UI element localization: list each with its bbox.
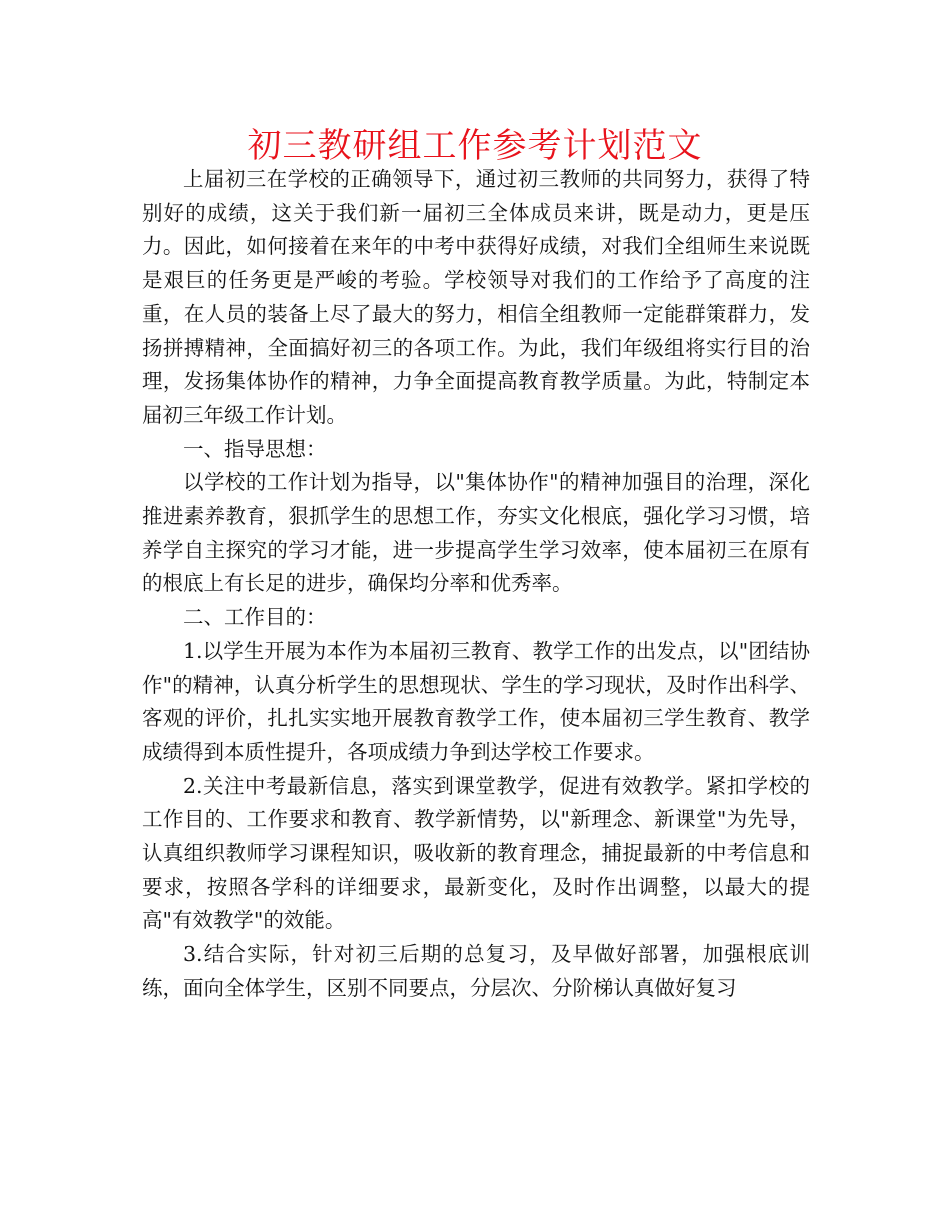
paragraph-goal-1: 1.以学生开展为本作为本届初三教育、教学工作的出发点，以"团结协作"的精神，认真分析学生的思想现状、学生的学习现状，及时作出科学、客观的评价，扎扎实实地开展教育教学工作，使本届初三学生教育、教学成绩得到本质性提升，各项成绩力争到达学校工作要求。 bbox=[142, 638, 810, 764]
heading-guiding-ideology: 一、指导思想： bbox=[183, 436, 327, 461]
paragraph-goal-2: 2.关注中考最新信息，落实到课堂教学，促进有效教学。紧扣学校的工作目的、工作要求和教育、教学新情势，以"新理念、新课堂"为先导，认真组织教师学习课程知识，吸收新的教育理念，捕捉最新的中考信息和要求，按照各学科的详细要求，最新变化，及时作出调整，以最大的提高"有效教学"的效能。 bbox=[142, 773, 810, 933]
paragraph-goal-3: 3.结合实际，针对初三后期的总复习，及早做好部署，加强根底训练，面向全体学生，区别不同要点，分层次、分阶梯认真做好复习 bbox=[142, 942, 810, 1000]
paragraph-intro: 上届初三在学校的正确领导下，通过初三教师的共同努力，获得了特别好的成绩，这关于我们新一届初三全体成员来讲，既是动力，更是压力。因此，如何接着在来年的中考中获得好成绩，对我们全组师生来说既是艰巨的任务更是严峻的考验。学校领导对我们的工作给予了高度的注重，在人员的装备上尽了最大的努力，相信全组教师一定能群策群力，发扬拼搏精神，全面搞好初三的各项工作。为此，我们年级组将实行目的治理，发扬集体协作的精神，力争全面提高教育教学质量。为此，特制定本届初三年级工作计划。 bbox=[142, 167, 810, 427]
paragraph-guiding-ideology: 以学校的工作计划为指导，以"集体协作"的精神加强目的治理，深化推进素养教育，狠抓学生的思想工作，夯实文化根底，强化学习习惯，培养学自主探究的学习才能，进一步提高学生学习效率，使本届初三在原有的根底上有长足的进步，确保均分率和优秀率。 bbox=[142, 470, 810, 596]
heading-work-goals: 二、工作目的： bbox=[183, 605, 327, 630]
document-body bbox=[142, 163, 810, 1006]
document-title: 初三教研组工作参考计划范文 bbox=[247, 126, 703, 166]
